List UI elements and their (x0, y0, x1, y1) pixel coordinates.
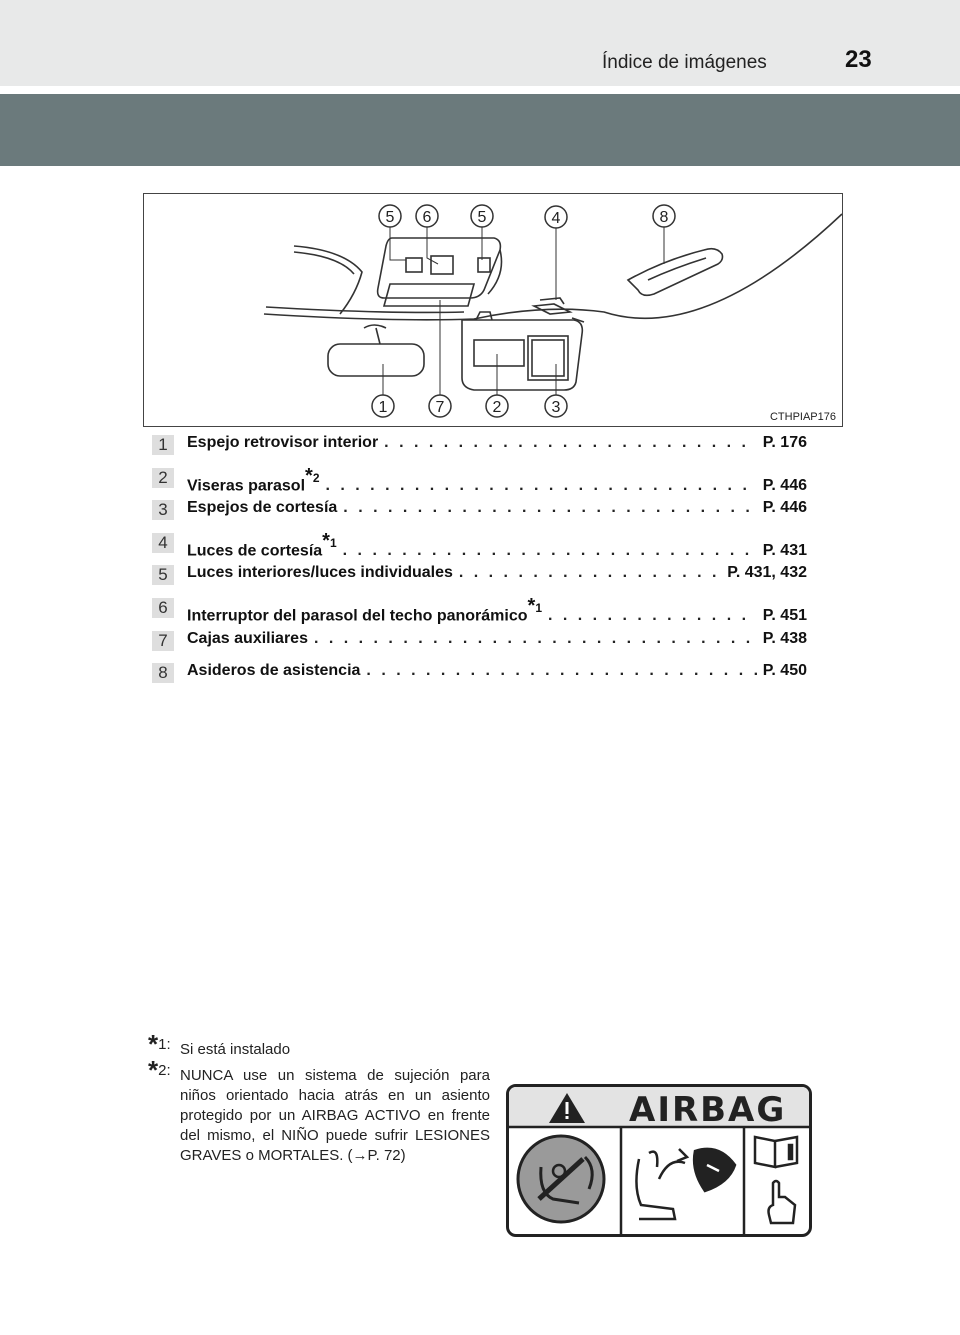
leader-dots (459, 564, 721, 582)
item-label: Luces de cortesía (187, 542, 323, 560)
item-page-ref[interactable]: P. 431, 432 (727, 564, 807, 582)
list-item[interactable] (152, 528, 807, 561)
footnote-text: Si está instalado (180, 1041, 291, 1058)
footnote-ref: *1 (527, 594, 542, 617)
section-banner (0, 94, 960, 166)
item-page-ref[interactable]: P. 438 (762, 629, 807, 647)
leader-dots (343, 499, 757, 517)
item-page-ref[interactable]: P. 446 (762, 476, 807, 494)
no-child-seat-icon (518, 1136, 604, 1222)
interior-roof-illustration (143, 193, 843, 427)
item-number: 2 (152, 468, 174, 488)
item-label: Viseras parasol (187, 476, 306, 494)
item-number: 8 (152, 663, 174, 683)
leader-dots (548, 607, 757, 625)
item-page-ref[interactable]: P. 176 (762, 434, 807, 451)
item-number: 4 (152, 533, 174, 553)
callout-2: 2 (492, 399, 502, 416)
callout-8: 8 (659, 209, 669, 226)
item-number: 6 (152, 598, 174, 618)
airbag-warning-label (506, 1084, 812, 1237)
list-item[interactable] (152, 560, 807, 593)
list-item[interactable] (152, 626, 807, 659)
section-title: Índice de imágenes (602, 52, 767, 73)
footnote-mark: *2: (148, 1055, 171, 1085)
footnote-mark: *1: (148, 1029, 171, 1059)
list-item[interactable] (152, 495, 807, 528)
footnote-ref: *1 (322, 529, 337, 552)
item-number: 1 (152, 435, 174, 455)
item-number: 3 (152, 500, 174, 520)
footnote-ref: *2 (305, 464, 320, 487)
item-page-ref[interactable]: P. 450 (762, 662, 807, 680)
figure-code: CTHPIAP176 (769, 411, 836, 423)
owners-manual-icon (755, 1137, 797, 1223)
item-number: 5 (152, 565, 174, 585)
item-label: Interruptor del parasol del techo panorámico (187, 607, 528, 625)
item-label: Luces interiores/luces individuales (187, 564, 453, 582)
item-page-ref[interactable]: P. 446 (762, 499, 807, 517)
airbag-label-title: AIRBAG (629, 1090, 787, 1130)
item-number: 7 (152, 631, 174, 651)
list-item[interactable] (152, 463, 807, 496)
callout-6: 6 (422, 209, 432, 226)
callout-3: 3 (551, 399, 561, 416)
item-label: Espejos de cortesía (187, 499, 338, 517)
item-list (152, 430, 807, 691)
callout-7: 7 (435, 399, 445, 416)
item-label: Cajas auxiliares (187, 629, 308, 647)
callout-5b: 5 (477, 209, 487, 226)
item-page-ref[interactable]: P. 451 (762, 607, 807, 625)
footnote-2 (148, 1055, 490, 1166)
callout-1: 1 (378, 399, 388, 416)
item-page-ref[interactable]: P. 431 (762, 542, 807, 560)
leader-dots (314, 630, 757, 648)
roof-drawing (144, 194, 842, 426)
leader-dots (384, 434, 757, 452)
header-band (0, 0, 960, 86)
callout-5: 5 (385, 209, 395, 226)
footnote-text: NUNCA use un sistema de sujeción para niños orientado hacia atrás en un asiento protegido por un AIRBAG ACTIVO en frente del mismo, el NIÑO puede sufrir LESIONES GRAVES o MORTALES. (→P. 72) (180, 1067, 490, 1164)
item-label: Asideros de asistencia (187, 662, 361, 680)
leader-dots (343, 542, 757, 560)
page-number: 23 (845, 46, 872, 73)
footnotes (148, 1029, 490, 1172)
item-label: Espejo retrovisor interior (187, 434, 379, 451)
list-item[interactable] (152, 430, 807, 463)
callout-4: 4 (551, 210, 561, 227)
leader-dots (326, 477, 757, 495)
list-item[interactable] (152, 593, 807, 626)
list-item[interactable] (152, 658, 807, 691)
leader-dots (366, 662, 756, 680)
seat-airbag-icon (636, 1149, 735, 1219)
footnote-1 (148, 1029, 490, 1060)
